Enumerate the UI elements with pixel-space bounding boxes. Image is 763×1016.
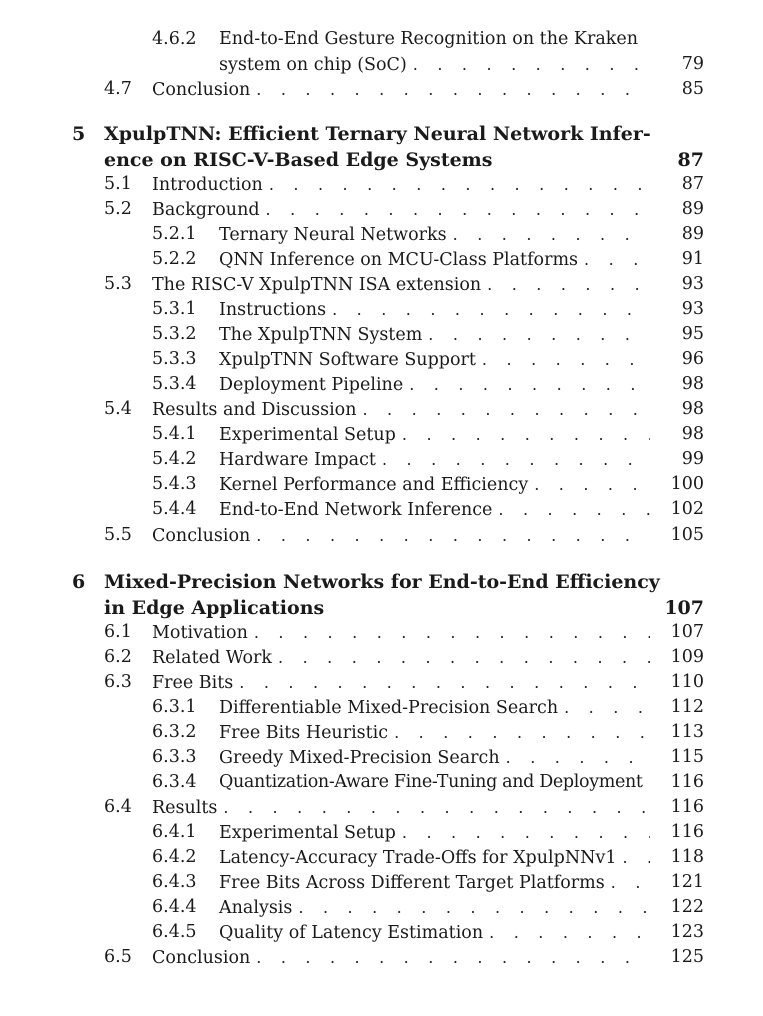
dot-leader — [413, 52, 650, 77]
dot-leader — [298, 895, 650, 920]
dot-leader — [584, 247, 650, 272]
toc-entry[interactable] — [0, 347, 763, 372]
toc-entry-page: 110 — [670, 672, 704, 692]
toc-entry-number: 6.4.5 — [152, 922, 197, 942]
toc-entry-page: 89 — [681, 224, 704, 244]
toc-entry-page: 98 — [681, 399, 704, 419]
toc-entry-title: Free Bits — [152, 673, 234, 693]
toc-entry-number: 5.4.3 — [152, 474, 197, 494]
toc-entry[interactable] — [0, 497, 763, 522]
toc-entry-number: 6.3.4 — [152, 772, 197, 792]
toc-entry-title: XpulpTNN Software Support — [219, 350, 476, 370]
toc-entry[interactable] — [0, 247, 763, 272]
toc-entry-number: 6.3 — [104, 672, 132, 692]
toc-entry[interactable] — [0, 397, 763, 422]
toc-entry-number: 5.2 — [104, 199, 132, 219]
toc-entry-number: 5.4.4 — [152, 499, 197, 519]
toc-entry-number: 6.2 — [104, 647, 132, 667]
toc-entry-page: 100 — [670, 474, 704, 494]
toc-entry-page: 107 — [670, 622, 704, 642]
dot-leader — [254, 620, 650, 645]
toc-entry[interactable] — [0, 845, 763, 870]
toc-entry-number: 6.3.1 — [152, 697, 197, 717]
toc-entry-number: 6.4.4 — [152, 897, 197, 917]
toc-entry-title: Quantization-Aware Fine-Tuning and Deployment — [219, 772, 643, 792]
toc-entry-page: 109 — [670, 647, 704, 667]
toc-entry-page: 91 — [681, 249, 704, 269]
toc-entry-title: The RISC-V XpulpTNN ISA extension — [152, 275, 482, 295]
dot-leader — [382, 447, 650, 472]
toc-entry-page: 125 — [670, 947, 704, 967]
dot-leader — [611, 870, 650, 895]
toc-entry-number: 5.2.2 — [152, 249, 197, 269]
toc-entry-title: The XpulpTNN System — [219, 325, 423, 345]
dot-leader — [564, 695, 650, 720]
toc-entry-title: Deployment Pipeline — [219, 375, 404, 395]
toc-entry[interactable] — [0, 77, 763, 102]
toc-entry-title: End-to-End Network Inference — [219, 500, 493, 520]
toc-entry-page: 95 — [681, 324, 704, 344]
toc-entry-title: system on chip (SoC) — [219, 55, 407, 75]
toc-entry-title: Results and Discussion — [152, 400, 357, 420]
dot-leader — [394, 720, 650, 745]
dot-leader — [402, 820, 650, 845]
dot-leader — [402, 422, 650, 447]
toc-entry-number: 6.4.1 — [152, 822, 197, 842]
toc-entry-page: 87 — [681, 174, 704, 194]
toc-entry-number: 5.4 — [104, 399, 132, 419]
dot-leader — [428, 322, 650, 347]
chapter-title-line1: XpulpTNN: Efficient Ternary Neural Network Infer- — [104, 123, 651, 145]
toc-entry-number: 5.5 — [104, 525, 132, 545]
toc-entry-title: Motivation — [152, 623, 248, 643]
toc-entry[interactable] — [0, 870, 763, 895]
toc-entry-title: Greedy Mixed-Precision Search — [219, 748, 500, 768]
dot-leader — [256, 77, 650, 102]
toc-entry[interactable] — [0, 795, 763, 820]
toc-entry[interactable] — [0, 422, 763, 447]
toc-entry-title: Related Work — [152, 648, 273, 668]
toc-entry-title: Conclusion — [152, 80, 251, 100]
dot-leader — [223, 795, 650, 820]
toc-entry[interactable] — [0, 272, 763, 297]
dot-leader — [266, 197, 650, 222]
toc-entry-page: 105 — [670, 525, 704, 545]
toc-entry-number: 6.3.3 — [152, 747, 197, 767]
toc-entry-title: Instructions — [219, 300, 327, 320]
toc-entry-page: 89 — [681, 199, 704, 219]
dot-leader — [269, 172, 650, 197]
toc-entry-page: 122 — [670, 897, 704, 917]
toc-entry-page: 113 — [670, 722, 704, 742]
toc-entry-page: 121 — [670, 872, 704, 892]
toc-entry[interactable] — [0, 172, 763, 197]
chapter-number: 6 — [72, 571, 86, 593]
toc-entry-number: 6.4.3 — [152, 872, 197, 892]
toc-entry[interactable] — [0, 695, 763, 720]
toc-entry-title: Free Bits Heuristic — [219, 723, 389, 743]
toc-entry-page: 118 — [670, 847, 704, 867]
toc-entry[interactable] — [0, 197, 763, 222]
chapter-title-line2: ence on RISC-V-Based Edge Systems — [104, 149, 493, 171]
toc-entry[interactable] — [0, 670, 763, 695]
toc-entry-number: 5.3.4 — [152, 374, 197, 394]
toc-entry[interactable] — [0, 720, 763, 745]
toc-entry[interactable] — [0, 920, 763, 945]
dot-leader — [534, 472, 650, 497]
toc-entry-page: 123 — [670, 922, 704, 942]
toc-entry-title: Conclusion — [152, 948, 251, 968]
toc-entry-page: 112 — [670, 697, 704, 717]
toc-entry-number: 5.2.1 — [152, 224, 197, 244]
toc-entry-number: 6.5 — [104, 947, 132, 967]
toc-entry-page: 116 — [670, 797, 704, 817]
dot-leader — [409, 372, 650, 397]
toc-entry[interactable] — [0, 820, 763, 845]
toc-entry-page: 96 — [681, 349, 704, 369]
toc-entry[interactable] — [0, 472, 763, 497]
toc-entry-number: 6.4 — [104, 797, 132, 817]
toc-entry-title: QNN Inference on MCU-Class Platforms — [219, 250, 579, 270]
toc-entry[interactable] — [0, 620, 763, 645]
toc-entry[interactable] — [0, 322, 763, 347]
toc-entry-number: 4.7 — [104, 79, 132, 99]
toc-entry-page: 115 — [670, 747, 704, 767]
toc-entry-title: Free Bits Across Different Target Platforms — [219, 873, 605, 893]
toc-entry-title: Differentiable Mixed-Precision Search — [219, 698, 559, 718]
dot-leader — [453, 222, 650, 247]
toc-entry[interactable] — [0, 297, 763, 322]
toc-entry[interactable] — [0, 895, 763, 920]
toc-entry-title: Experimental Setup — [219, 425, 396, 445]
toc-entry-title: Introduction — [152, 175, 263, 195]
toc-entry-title: Hardware Impact — [219, 450, 376, 470]
toc-entry[interactable] — [0, 222, 763, 247]
toc-entry[interactable] — [0, 372, 763, 397]
toc-entry-title: Latency-Accuracy Trade-Offs for XpulpNNv1 — [219, 848, 617, 868]
toc-entry-page: 116 — [670, 772, 704, 792]
toc-entry-title: End-to-End Gesture Recognition on the Kraken — [219, 29, 638, 49]
toc-entry-title: Conclusion — [152, 526, 251, 546]
toc-entry-number: 5.3.2 — [152, 324, 197, 344]
chapter-title-line2: in Edge Applications — [104, 597, 325, 619]
toc-entry-number: 5.3.3 — [152, 349, 197, 369]
toc-entry-number: 6.4.2 — [152, 847, 197, 867]
dot-leader — [362, 397, 650, 422]
dot-leader — [622, 845, 650, 870]
toc-entry[interactable] — [0, 770, 763, 795]
dot-leader — [239, 670, 650, 695]
toc-entry-title: Ternary Neural Networks — [219, 225, 447, 245]
toc-entry-page: 98 — [681, 424, 704, 444]
toc-entry-page: 85 — [681, 79, 704, 99]
toc-entry-number: 5.4.1 — [152, 424, 197, 444]
chapter-number: 5 — [72, 123, 86, 145]
dot-leader — [482, 347, 650, 372]
chapter-title-line1: Mixed-Precision Networks for End-to-End Efficiency — [104, 571, 660, 593]
dot-leader — [489, 920, 650, 945]
toc-entry[interactable] — [0, 27, 763, 52]
toc-entry-page: 79 — [681, 54, 704, 74]
toc-entry-number: 5.1 — [104, 174, 132, 194]
toc-entry-number: 5.3.1 — [152, 299, 197, 319]
dot-leader — [506, 745, 650, 770]
toc-entry-title: Results — [152, 798, 218, 818]
chapter-page: 87 — [677, 149, 704, 171]
toc-entry-page: 116 — [670, 822, 704, 842]
chapter-page: 107 — [664, 597, 704, 619]
toc-entry-page: 99 — [681, 449, 704, 469]
dot-leader — [498, 497, 650, 522]
toc-entry-page: 102 — [670, 499, 704, 519]
toc-entry-title: Kernel Performance and Efficiency — [219, 475, 529, 495]
toc-entry[interactable] — [0, 645, 763, 670]
toc-entry-title: Experimental Setup — [219, 823, 396, 843]
toc-entry[interactable] — [0, 447, 763, 472]
toc-entry-title: Quality of Latency Estimation — [219, 923, 484, 943]
toc-entry-title: Background — [152, 200, 260, 220]
toc-entry-page: 93 — [681, 274, 704, 294]
toc-entry-title: Analysis — [219, 898, 293, 918]
toc-entry-number: 5.4.2 — [152, 449, 197, 469]
dot-leader — [487, 272, 650, 297]
dot-leader — [256, 945, 650, 970]
toc-entry-number: 6.1 — [104, 622, 132, 642]
dot-leader — [332, 297, 650, 322]
dot-leader — [278, 645, 650, 670]
toc-entry-number: 6.3.2 — [152, 722, 197, 742]
toc-entry[interactable] — [0, 523, 763, 548]
toc-entry[interactable] — [0, 745, 763, 770]
toc-entry-continuation[interactable] — [0, 52, 763, 77]
toc-entry-page: 93 — [681, 299, 704, 319]
toc-entry[interactable] — [0, 945, 763, 970]
toc-entry-number: 5.3 — [104, 274, 132, 294]
toc-entry-page: 98 — [681, 374, 704, 394]
dot-leader — [256, 523, 650, 548]
toc-entry-number: 4.6.2 — [152, 29, 197, 49]
